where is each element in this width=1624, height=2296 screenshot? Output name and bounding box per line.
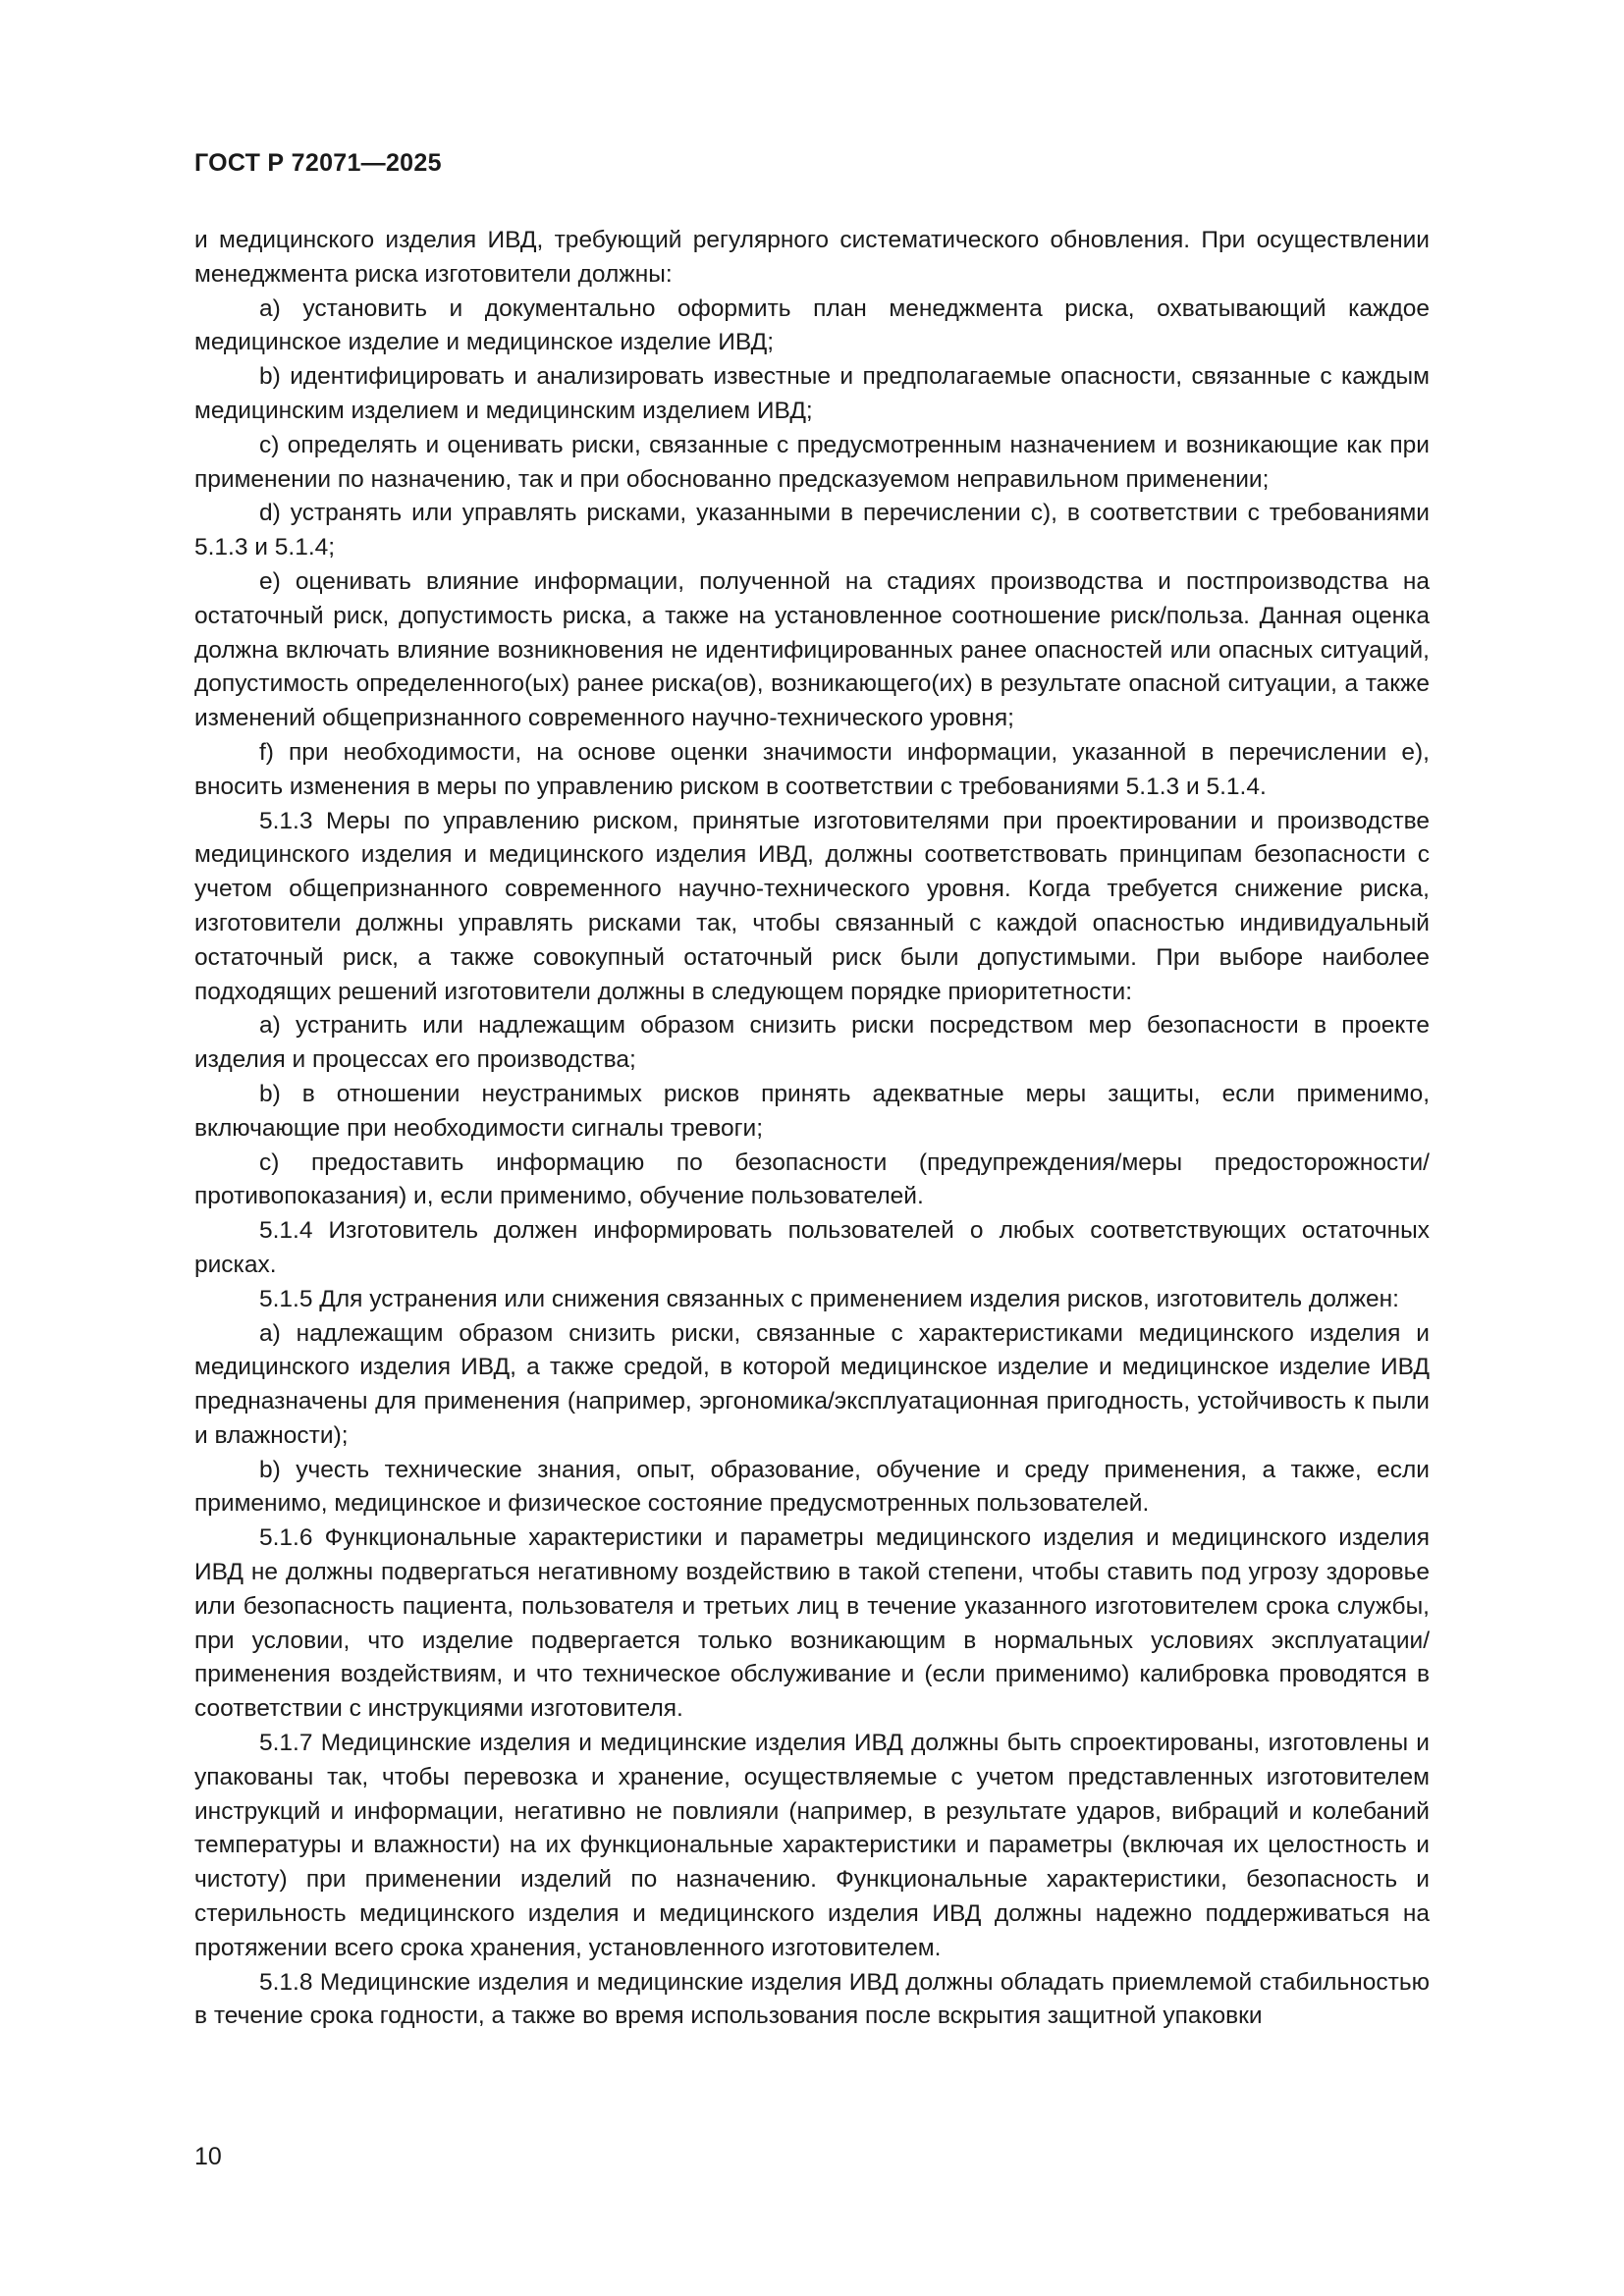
list-item-d: d) устранять или управлять рисками, указанными в перечислении с), в соответствии с требованиями 5.1.3 и 5.1.4; xyxy=(194,500,1430,561)
paragraph-continuation: и медицинского изделия ИВД, требующий регулярного систематического обновления. При осуществлении менеджмента риска изготовители должны: xyxy=(194,227,1430,288)
list-item-a: а) установить и документально оформить план менеджмента риска, охватывающий каждое медицинское изделие и медицинское изделие ИВД; xyxy=(194,294,1430,356)
list-item-a: а) устранить или надлежащим образом снизить риски посредством мер безопасности в проекте изделия и процессах его производства; xyxy=(194,1012,1430,1074)
list-item-c: c) определять и оценивать риски, связанные с предусмотренным назначением и возникающие как при применении по назначению, так и при обоснованно предсказуемом неправильном применении; xyxy=(194,431,1430,493)
clause-5-1-8: 5.1.8 Медицинские изделия и медицинские изделия ИВД должны обладать приемлемой стабильностью в течение срока годности, а также во время использования после вскрытия защитной упаковки xyxy=(194,1968,1430,2030)
list-item-b: b) идентифицировать и анализировать известные и предполагаемые опасности, связанные с каждым медицинским изделием и медицинским изделием ИВД; xyxy=(194,363,1430,424)
list-item-b: b) в отношении неустранимых рисков принять адекватные меры защиты, если применимо, включающие при необходимости сигналы тревоги; xyxy=(194,1080,1430,1142)
clause-5-1-7: 5.1.7 Медицинские изделия и медицинские изделия ИВД должны быть спроектированы, изготовлены и упакованы так, чтобы перевозка и хранение, осуществляемые с учетом представленных изготовителем инструкций и информации, негативно не повлияли (например, в результате ударов, вибраций и колебаний температуры и влажности) на их функциональные характеристики и параметры (включая их целостность и чистоту) при применении изделий по назначению. Функциональные характеристики, безопасность и стерильность медицинского изделия и медицинского изделия ИВД должны надежно поддерживаться на протяжении всего срока хранения, установленного изготовителем. xyxy=(194,1730,1430,1961)
list-item-e: е) оценивать влияние информации, полученной на стадиях производства и постпроизводства на остаточный риск, допустимость риска, а также на установленное соотношение риск/польза. Данная оценка должна включать влияние возникновения не идентифицированных ранее опасностей или опасных ситуаций, допустимость определенного(ых) ранее риска(ов), возникающего(их) в результате опасной ситуации, а также изменений общепризнанного современного научно-технического уровня; xyxy=(194,567,1430,732)
clause-5-1-4: 5.1.4 Изготовитель должен информировать пользователей о любых соответствующих остаточных рисках. xyxy=(194,1217,1430,1278)
document-code-header: ГОСТ Р 72071—2025 xyxy=(194,149,442,177)
list-item-f: f) при необходимости, на основе оценки значимости информации, указанной в перечислении е), вносить изменения в меры по управлению риском в соответствии с требованиями 5.1.3 и 5.1.4. xyxy=(194,738,1430,800)
document-body xyxy=(194,224,1430,2034)
list-item-a: а) надлежащим образом снизить риски, связанные с характеристиками медицинского изделия и медицинского изделия ИВД, а также средой, в которой медицинское изделие и медицинское изделие ИВД предназначены для применения (например, эргономика/эксплуатационная пригодность, устойчивость к пыли и влажности); xyxy=(194,1319,1430,1449)
list-item-b: b) учесть технические знания, опыт, образование, обучение и среду применения, а также, если применимо, медицинское и физическое состояние предусмотренных пользователей. xyxy=(194,1456,1430,1518)
clause-5-1-6: 5.1.6 Функциональные характеристики и параметры медицинского изделия и медицинского изделия ИВД не должны подвергаться негативному воздействию в такой степени, чтобы ставить под угрозу здоровье или безопасность пациента, пользователя и третьих лиц в течение указанного изготовителем срока службы, при условии, что изделие подвергается только возникающим в нормальных условиях эксплуатации/применения воздействиям, и что техническое обслуживание и (если применимо) калибровка проводятся в соответствии с инструкциями изготовителя. xyxy=(194,1524,1430,1723)
list-item-c: c) предоставить информацию по безопасности (предупреждения/меры предосторожности/противопоказания) и, если применимо, обучение пользователей. xyxy=(194,1148,1430,1210)
page-number: 10 xyxy=(194,2143,222,2170)
clause-5-1-5: 5.1.5 Для устранения или снижения связанных с применением изделия рисков, изготовитель должен: xyxy=(259,1285,1399,1312)
clause-5-1-3: 5.1.3 Меры по управлению риском, принятые изготовителями при проектировании и производстве медицинского изделия и медицинского изделия ИВД, должны соответствовать принципам безопасности с учетом общепризнанного современного научно-технического уровня. Когда требуется снижение риска, изготовители должны управлять рисками так, чтобы связанный с каждой опасностью индивидуальный остаточный риск, а также совокупный остаточный риск были допустимыми. При выборе наиболее подходящих решений изготовители должны в следующем порядке приоритетности: xyxy=(194,807,1430,1005)
